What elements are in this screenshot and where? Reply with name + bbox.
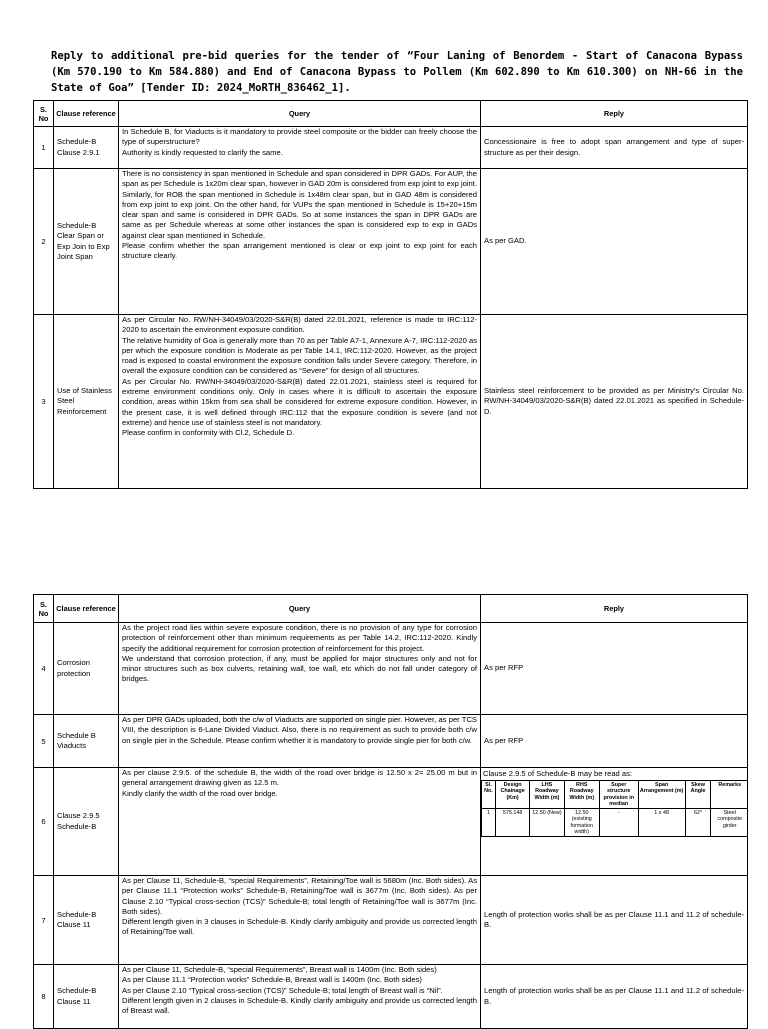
header-query: Query xyxy=(119,101,481,127)
row-sno: 3 xyxy=(34,315,54,489)
queries-table-2 xyxy=(33,594,748,1029)
sub-cell: 1 x 48 xyxy=(638,809,685,837)
row-clause: Schedule-B Clause 11 xyxy=(54,876,119,965)
sub-cell: 575.148 xyxy=(495,809,529,837)
sub-cell: Steel composite girder xyxy=(711,809,748,837)
sub-cell: 1 xyxy=(482,809,496,837)
row-sno: 7 xyxy=(34,876,54,965)
row-query: There is no consistency in span mentioned in Schedule and span considered in DPR GADs. For AUP, the span as per Schedule is 1x20m clear span, however in GAD 20m is considered from exp joint to exp joint. Similarly, for ROB the span mentioned in Schedule is 1x48m clear span, but in GAD 48m is considered from exp joint to exp joint. On the other hand, for VUPs the span mentioned in Schedule is 15+20+15m clear span and same is considered in DPR GADs. So at some instances the span in DPR GADs are same as per Schedule whereas at some other instances the span is considered exp to exp in GADs against clear span mentioned in Schedule. Please confirm whether the span arrangement mentioned is clear or exp joint to exp joint for each structure clearly. xyxy=(119,169,481,315)
table-row xyxy=(34,876,748,965)
row-sno: 2 xyxy=(34,169,54,315)
header-sno: S. No xyxy=(34,595,54,623)
sub-cell: 62° xyxy=(685,809,711,837)
row-clause: Schedule B Viaducts xyxy=(54,715,119,768)
header-reply: Reply xyxy=(481,595,748,623)
document-title: Reply to additional pre-bid queries for the tender of “Four Laning of Benordem - Start of Canacona Bypass (Km 570.190 to Km 584.880) and End of Canacona Bypass to Pollem (Km 602.890 to Km 610.300) on NH-66 in the State of Goa” [Tender ID: 2024_MoRTH_836462_1]. xyxy=(51,50,743,94)
sub-header-cell: Super structure provision in median xyxy=(599,781,638,809)
sub-header-cell: LHS Roadway Width (m) xyxy=(530,781,564,809)
table-row xyxy=(34,768,748,876)
table-row xyxy=(34,169,748,315)
row-sno: 6 xyxy=(34,768,54,876)
row-clause: Corrosion protection xyxy=(54,623,119,715)
header-clause: Clause reference xyxy=(54,595,119,623)
sub-header-cell: RHS Roadway Width (m) xyxy=(564,781,599,809)
row-reply: Stainless steel reinforcement to be provided as per Ministry's Circular No. RW/NH-34049/03/2020-S&R(B) dated 22.01.2021 as specified in Schedule-D. xyxy=(481,315,748,489)
row-sno: 4 xyxy=(34,623,54,715)
sub-cell: 12.50 (existing formation width) xyxy=(564,809,599,837)
header-sno: S. No xyxy=(34,101,54,127)
table-row xyxy=(34,127,748,169)
sub-data-row xyxy=(482,809,748,837)
table-row xyxy=(34,715,748,768)
row-clause: Schedule-B Clear Span or Exp Join to Exp Joint Span xyxy=(54,169,119,315)
row-sno: 5 xyxy=(34,715,54,768)
sub-header-cell: Span Arrangement (m) xyxy=(638,781,685,809)
sub-header-cell: Sl. No. xyxy=(482,781,496,809)
row-clause: Schedule-B Clause 2.9.1 xyxy=(54,127,119,169)
row-reply: As per RFP xyxy=(481,623,748,715)
row-query: As the project road lies within severe exposure condition, there is no provision of any type for corrosion protection of reinforcement other than minimum requirements as per Table 14.2, IRC:112-2020. Kindly specify the additional requirement for corrosion protection of reinforcement for this project. We understand that corrosion protection, if any, must be applied for major structures only and not for minor structures such as box culverts, retaining wall, toe wall, etc which do not fall under category of bridges. xyxy=(119,623,481,715)
table-header-row xyxy=(34,595,748,623)
header-clause: Clause reference xyxy=(54,101,119,127)
schedule-b-table xyxy=(481,780,748,837)
row-sno: 1 xyxy=(34,127,54,169)
row-clause: Use of Stainless Steel Reinforcement xyxy=(54,315,119,489)
sub-header-cell: Design Chainage (Km) xyxy=(495,781,529,809)
table-row xyxy=(34,315,748,489)
row-reply: Length of protection works shall be as per Clause 11.1 and 11.2 of schedule- B. xyxy=(481,965,748,1029)
row-reply: Length of protection works shall be as per Clause 11.1 and 11.2 of schedule- B. xyxy=(481,876,748,965)
row-clause: Schedule-B Clause 11 xyxy=(54,965,119,1029)
row-query: As per DPR GADs uploaded, both the c/w of Viaducts are supported on single pier. However, as per TCS VIII, the description is 6-Lane Divided Viaduct. Also, there is no requirement as such to provide both c/w on single pier in the Schedule. Please confirm whether it is mandatory to provide single pier for both c/w. xyxy=(119,715,481,768)
row-query: As per clause 2.9.5. of the schedule B, the width of the road over bridge is 12.50 x 2= 25.00 m but in general arrangement drawing given as 12.5 m. Kindly clarify the width of the road over bridge. xyxy=(119,768,481,876)
sub-cell: - xyxy=(599,809,638,837)
row-reply-cell xyxy=(481,768,748,876)
row-query: As per Clause 11, Schedule-B, “special Requirements”, Breast wall is 1400m (Inc. Both sides) As per Clause 11.1 “Protection works” Schedule-B, Breast wall is 1400m (Inc. Both sides) As per Clause 2.10 “Typical cross-section (TCS)” Schedule-B; total length of Breast wall is “Nil”. Different length given in 2 clauses in Schedule-B. Kindly clarify ambiguity and provide us corrected length of Breast wall. xyxy=(119,965,481,1029)
sub-header-row xyxy=(482,781,748,809)
header-query: Query xyxy=(119,595,481,623)
table-row xyxy=(34,623,748,715)
queries-table-1 xyxy=(33,100,748,489)
row-query: As per Circular No. RW/NH-34049/03/2020-S&R(B) dated 22.01.2021, reference is made to IRC:112-2020 to ascertain the environment exposure condition. The relative humidity of Goa is generally more than 70 as per Table A7-1, Annexure A-7, IRC:112-2020 as per which the exposure condition is Moderate as per Table 14.1, IRC:112-2020. However, as the project road is exposed to coastal environment the exposure condition falls under Severe category. Therefore, in overall the exposure condition can be considered as “Severe” for design of all structures. As per Circular No. RW/NH-34049/03/2020-S&R(B) dated 22.01.2021, stainless steel is required for extreme environment conditions only. Only in cases where it is difficult to ascertain the exposure condition, areas within 15km from sea shall be considered for extreme exposure condition. However, in the present case, it is well defined through IRC:112 that the exposure condition is severe (and not extreme) and hence use of stainless steel is not mandatory. Please confirm in conformity with Cl.2, Schedule D. xyxy=(119,315,481,489)
reply-caption: Clause 2.9.5 of Schedule-B may be read as: xyxy=(483,769,633,778)
sub-cell: 12.50 (New) xyxy=(530,809,564,837)
row-reply: As per RFP xyxy=(481,715,748,768)
table-header-row xyxy=(34,101,748,127)
row-reply: As per GAD. xyxy=(481,169,748,315)
sub-header-cell: Remarks xyxy=(711,781,748,809)
row-sno: 8 xyxy=(34,965,54,1029)
header-reply: Reply xyxy=(481,101,748,127)
sub-header-cell: Skew Angle xyxy=(685,781,711,809)
row-clause: Clause 2.9.5 Schedule-B xyxy=(54,768,119,876)
row-query: In Schedule B, for Viaducts is it mandatory to provide steel composite or the bidder can freely choose the type of superstructure? Authority is kindly requested to clarify the same. xyxy=(119,127,481,169)
row-reply: Concessionaire is free to adopt span arrangement and type of super-structure as per their design. xyxy=(481,127,748,169)
row-query: As per Clause 11, Schedule-B, “special Requirements”, Retaining/Toe wall is 5680m (Inc. Both sides). As per Clause 11.1 “Protection works” Schedule-B, Retaining/Toe wall is 3677m (Inc. Both sides). As per Clause 2.10 “Typical cross-section (TCS)” Schedule-B; total length of Retaining/Toe wall is 3677m (Inc. Both sides). Different length given in 3 clauses in Schedule-B. Kindly clarify ambiguity and provide us corrected length of Retaining/Toe wall. xyxy=(119,876,481,965)
table-row xyxy=(34,965,748,1029)
